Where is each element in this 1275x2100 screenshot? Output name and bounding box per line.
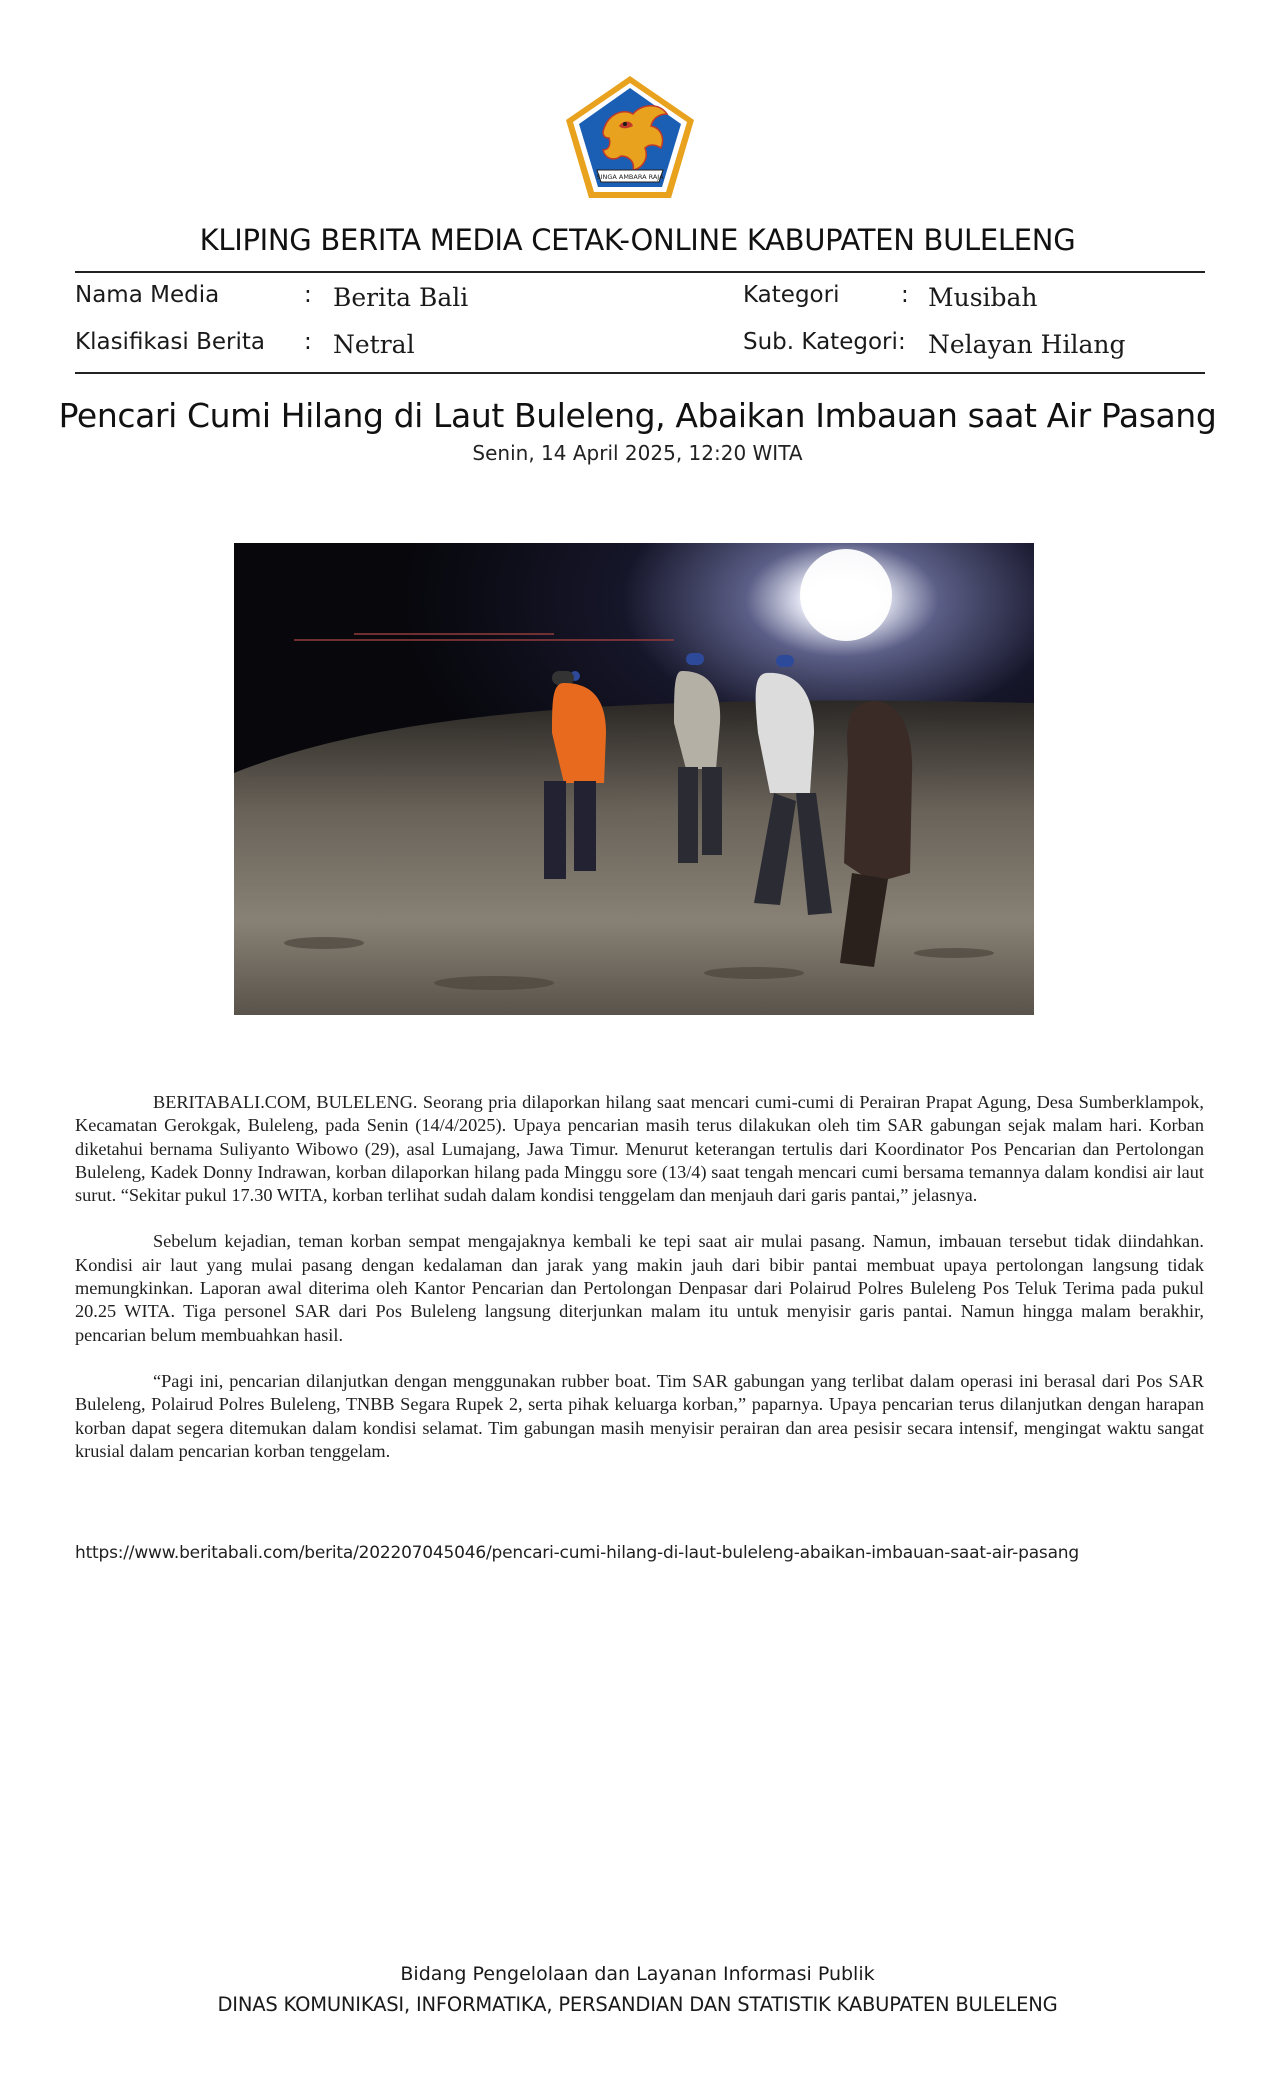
separator: : [901, 282, 909, 308]
classification-label: Klasifikasi Berita [75, 329, 266, 355]
logo-caption: SINGA AMBARA RAJA [596, 173, 664, 181]
article-body [75, 1091, 1204, 1486]
category-value: Musibah [928, 283, 1038, 312]
article-dateline: Senin, 14 April 2025, 12:20 WITA [472, 441, 803, 465]
article-paragraph: BERITABALI.COM, BULELENG. Seorang pria dilaporkan hilang saat mencari cumi-cumi di Perairan Prapat Agung, Desa Sumberklampok, Kecamatan Gerokgak, Buleleng, pada Senin (14/4/2025). Upaya pencarian masih terus dilakukan oleh tim SAR gabungan sejak malam hari. Korban diketahui bernama Suliyanto Wibowo (29), asal Lumajang, Jawa Timur. Menurut keterangan tertulis dari Koordinator Pos Pencarian dan Pertolongan Buleleng, Kadek Donny Indrawan, korban dilaporkan hilang pada Minggu sore (13/4) saat tengah mencari cumi bersama temannya dalam kondisi air laut surut. “Sekitar pukul 17.30 WITA, korban terlihat sudah dalam kondisi tenggelam dan menjauh dari garis pantai,” jelasnya. [75, 1092, 1204, 1206]
separator: : [898, 329, 906, 355]
media-value: Berita Bali [333, 283, 469, 312]
source-link[interactable]: https://www.beritabali.com/berita/202207045046/pencari-cumi-hilang-di-laut-buleleng-abaikan-imbauan-saat-air-pasang [75, 1543, 1079, 1563]
media-label: Nama Media [75, 282, 220, 308]
article-paragraph: Sebelum kejadian, teman korban sempat mengajaknya kembali ke tepi saat air mulai pasang. Namun, imbauan tersebut tidak diindahkan. Kondisi air laut yang mulai pasang dengan kedalaman dan jarak yang makin jauh dari bibir pantai membuat upaya pertolongan langsung tidak memungkinkan. Laporan awal diterima oleh Kantor Pencarian dan Pertolongan Denpasar dari Polairud Polres Buleleng Pos Teluk Terima pada pukul 20.25 WITA. Tiga personel SAR dari Pos Buleleng langsung diterjunkan malam itu untuk menyisir garis pantai. Namun hingga malam berakhir, pencarian belum membuahkan hasil. [75, 1231, 1204, 1345]
subcategory-label: Sub. Kategori [743, 329, 898, 355]
night-beach-search-photo [234, 543, 1034, 1015]
separator: : [304, 282, 312, 308]
footer-division: Bidang Pengelolaan dan Layanan Informasi Publik [400, 1963, 875, 1985]
separator: : [304, 329, 312, 355]
article-paragraph: “Pagi ini, pencarian dilanjutkan dengan menggunakan rubber boat. Tim SAR gabungan yang terlibat dalam operasi ini berasal dari Pos SAR Buleleng, Polairud Polres Buleleng, TNBB Segara Rupek 2, serta pihak keluarga korban,” paparnya. Upaya pencarian terus dilanjutkan dengan harapan korban dapat segera ditemukan dalam kondisi selamat. Tim gabungan masih menyisir perairan dan area pesisir secara intensif, mengingat waktu sangat krusial dalam pencarian korban tenggelam. [75, 1370, 1204, 1461]
article-headline: Pencari Cumi Hilang di Laut Buleleng, Abaikan Imbauan saat Air Pasang [58, 396, 1217, 435]
subcategory-value: Nelayan Hilang [928, 330, 1126, 359]
divider [75, 372, 1205, 374]
document-title: KLIPING BERITA MEDIA CETAK-ONLINE KABUPATEN BULELENG [199, 223, 1076, 257]
singa-ambara-raja-crest-icon [563, 74, 697, 202]
footer-agency: DINAS KOMUNIKASI, INFORMATIKA, PERSANDIAN DAN STATISTIK KABUPATEN BULELENG [217, 1993, 1058, 2016]
divider [75, 271, 1205, 273]
category-label: Kategori [743, 282, 840, 308]
classification-value: Netral [333, 330, 415, 359]
